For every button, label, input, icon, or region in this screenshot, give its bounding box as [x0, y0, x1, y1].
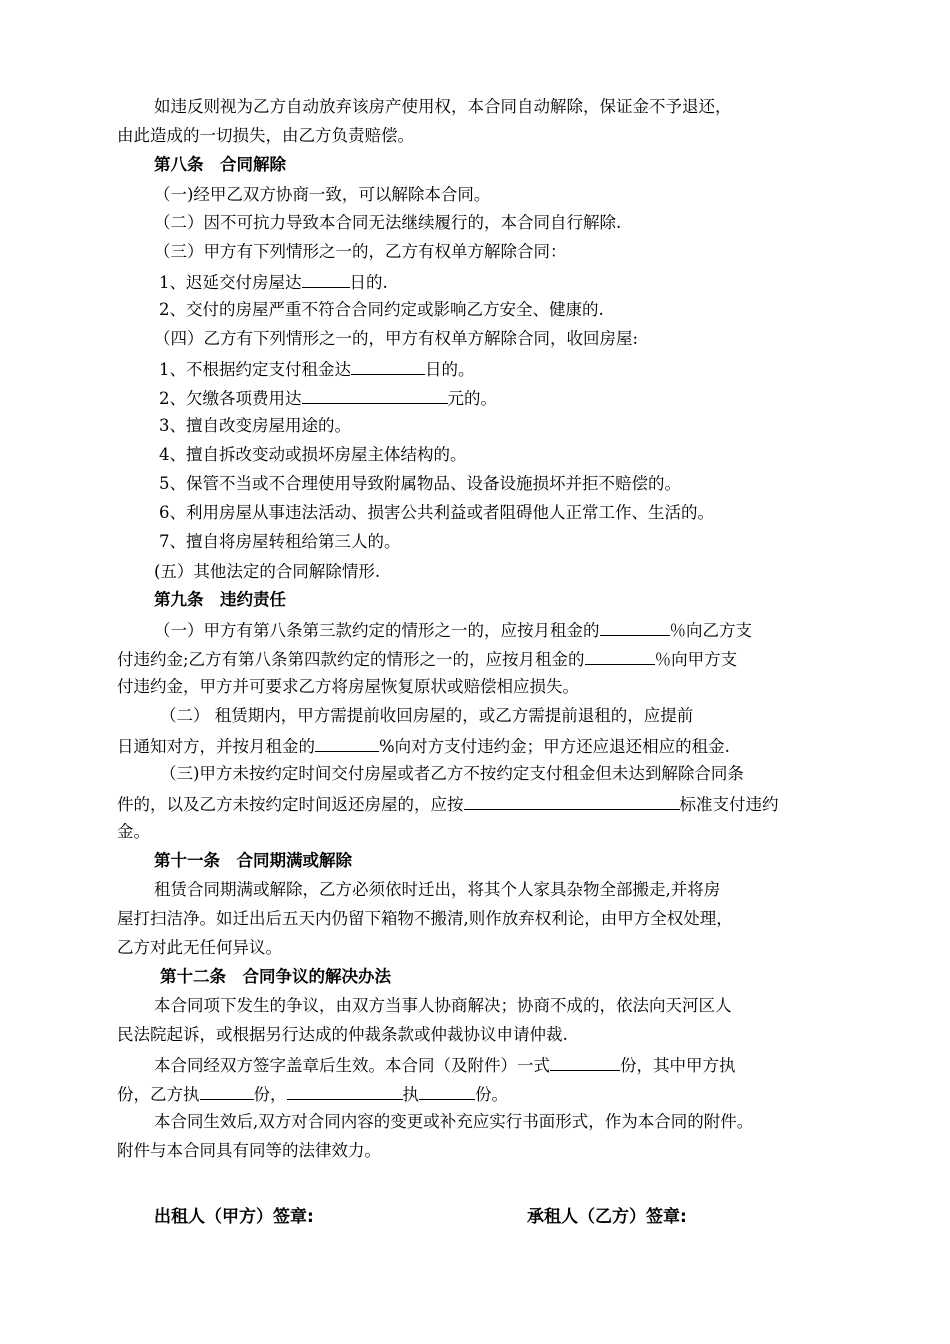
- clause-text: 2、欠缴各项费用达: [159, 389, 302, 408]
- paragraph-line: [117, 792, 779, 816]
- article-8-heading: 第八条 合同解除: [154, 155, 286, 174]
- clause-8-4-item-7: 7、擅自将房屋转租给第三人的。: [159, 532, 401, 551]
- paragraph-line: [117, 647, 737, 671]
- paragraph-line: （三)甲方未按约定时间交付房屋或者乙方不按约定支付租金但未达到解除合同条: [160, 764, 744, 783]
- clause-text: 1、迟延交付房屋达: [159, 273, 302, 292]
- paragraph-line: [154, 618, 752, 642]
- paragraph-line: 屋打扫洁净。如迁出后五天内仍留下箱物不搬清,则作放弃权利论，由甲方全权处理，: [117, 909, 733, 928]
- article-12-heading: 第十二条 合同争议的解决办法: [160, 967, 391, 986]
- lessor-signature-label: 出租人（甲方）签章:: [154, 1207, 314, 1227]
- clause-text: 执: [402, 1085, 419, 1104]
- clause-text: 1、不根据约定支付租金达: [159, 360, 351, 379]
- paragraph-line: 本合同生效后,双方对合同内容的变更或补充应实行书面形式，作为本合同的附件。: [154, 1112, 754, 1131]
- blank-field: [600, 618, 670, 636]
- blank-field: [315, 734, 379, 752]
- clause-text: %向对方支付违约金；甲方还应退还相应的租金.: [379, 737, 730, 756]
- clause-text: 标准支付违约: [679, 795, 779, 814]
- blank-field: [302, 386, 448, 404]
- clause-text: 份，其中甲方执: [620, 1056, 736, 1075]
- clause-8-4-item-5: 5、保管不当或不合理使用导致附属物品、设备设施损坏并拒不赔偿的。: [159, 474, 681, 493]
- clause-text: 日通知对方，并按月租金的: [117, 737, 315, 756]
- blank-field: [287, 1082, 403, 1100]
- paragraph-line: 民法院起诉，或根据另行达成的仲裁条款或仲裁协议申请仲裁.: [117, 1025, 568, 1044]
- clause-8-4-item-2: [159, 386, 497, 410]
- paragraph-line: [117, 734, 730, 758]
- clause-8-2: （二）因不可抗力导致本合同无法继续履行的，本合同自行解除.: [154, 213, 622, 232]
- blank-field: [200, 1082, 254, 1100]
- clause-text: 份，乙方执: [117, 1085, 200, 1104]
- clause-8-3-item-2: 2、交付的房屋严重不符合合同约定或影响乙方安全、健康的.: [159, 300, 604, 319]
- clause-text: 元的。: [447, 389, 497, 408]
- clause-text: 日的。: [425, 360, 475, 379]
- clause-text: 日的.: [349, 273, 388, 292]
- paragraph-line: 金。: [117, 822, 150, 841]
- clause-text: 份。: [475, 1085, 508, 1104]
- lessee-signature-label: 承租人（乙方）签章:: [527, 1207, 687, 1227]
- clause-8-5: (五）其他法定的合同解除情形.: [154, 562, 381, 581]
- clause-8-4: （四）乙方有下列情形之一的，甲方有权单方解除合同，收回房屋:: [154, 329, 639, 348]
- clause-8-3: （三）甲方有下列情形之一的，乙方有权单方解除合同：: [154, 242, 567, 261]
- clause-text: 份，: [253, 1085, 287, 1104]
- paragraph-line: 本合同项下发生的争议，由双方当事人协商解决；协商不成的，依法向天河区人: [154, 996, 732, 1015]
- article-9-heading: 第九条 违约责任: [154, 590, 286, 609]
- clause-text: 付违约金;乙方有第八条第四款约定的情形之一的，应按月租金的: [117, 650, 585, 669]
- paragraph-line: （二） 租赁期内，甲方需提前收回房屋的，或乙方需提前退租的，应提前: [160, 706, 694, 725]
- clause-8-4-item-4: 4、擅自拆改变动或损坏房屋主体结构的。: [159, 445, 467, 464]
- paragraph-line: [154, 1053, 736, 1077]
- paragraph-line: 租赁合同期满或解除，乙方必须依时迁出，将其个人家具杂物全部搬走,并将房: [154, 880, 721, 899]
- clause-8-4-item-6: 6、利用房屋从事违法活动、损害公共利益或者阻碍他人正常工作、生活的。: [159, 503, 714, 522]
- clause-8-4-item-1: [159, 357, 475, 381]
- clause-8-4-item-3: 3、擅自改变房屋用途的。: [159, 416, 351, 435]
- paragraph-line: 付违约金，甲方并可要求乙方将房屋恢复原状或赔偿相应损失。: [117, 677, 579, 696]
- blank-field: [550, 1053, 620, 1071]
- clause-text: （一）甲方有第八条第三款约定的情形之一的，应按月租金的: [154, 621, 600, 640]
- article-11-heading: 第十一条 合同期满或解除: [154, 851, 352, 870]
- clause-text: 本合同经双方签字盖章后生效。本合同（及附件）一式: [154, 1056, 550, 1075]
- clause-8-1: （一)经甲乙双方协商一致，可以解除本合同。: [154, 185, 491, 204]
- paragraph-line: 由此造成的一切损失，由乙方负责赔偿。: [117, 126, 414, 145]
- blank-field: [464, 792, 680, 810]
- blank-field: [585, 647, 655, 665]
- paragraph-line: 附件与本合同具有同等的法律效力。: [117, 1141, 381, 1160]
- blank-field: [351, 357, 425, 375]
- clause-text: ％向甲方支: [654, 650, 738, 669]
- clause-text: 件的，以及乙方未按约定时间返还房屋的，应按: [117, 795, 464, 814]
- blank-field: [419, 1082, 475, 1100]
- paragraph-line: 如违反则视为乙方自动放弃该房产使用权，本合同自动解除，保证金不予退还，: [154, 97, 732, 116]
- clause-8-3-item-1: [159, 270, 388, 294]
- paragraph-line: 乙方对此无任何异议。: [117, 938, 282, 957]
- blank-field: [302, 270, 350, 288]
- clause-text: ％向乙方支: [669, 621, 752, 640]
- paragraph-line: [117, 1082, 508, 1106]
